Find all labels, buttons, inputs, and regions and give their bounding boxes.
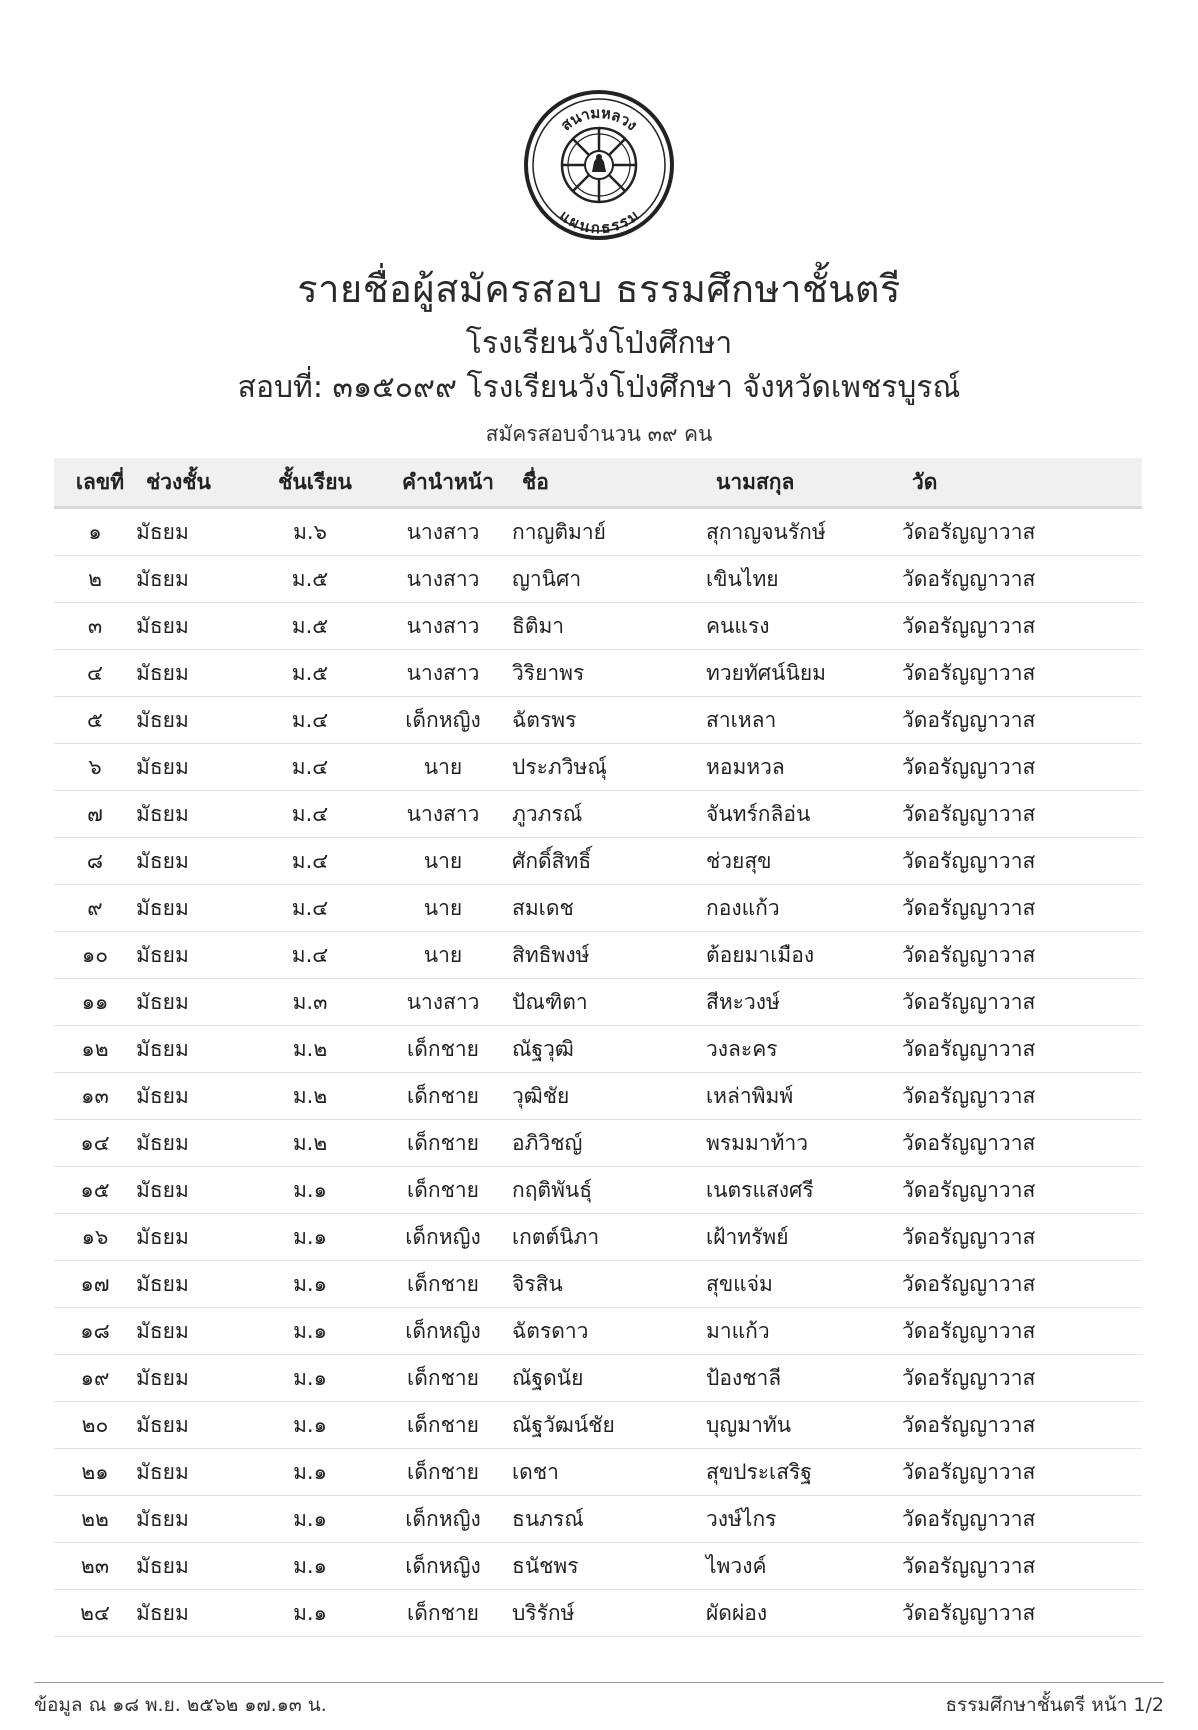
applicant-table <box>54 458 1142 1637</box>
table-row <box>54 979 1142 1026</box>
cell-number: ๑๓ <box>54 1073 136 1120</box>
cell-prefix: นางสาว <box>374 508 512 556</box>
cell-last-name: สุกาญจนรักษ์ <box>706 508 902 556</box>
cell-last-name: ป้องชาลี <box>706 1355 902 1402</box>
cell-prefix: เด็กหญิง <box>374 697 512 744</box>
cell-last-name: เหล่าพิมพ์ <box>706 1073 902 1120</box>
cell-grade: ม.๔ <box>246 697 374 744</box>
cell-level: มัธยม <box>136 1496 246 1543</box>
cell-level: มัธยม <box>136 1073 246 1120</box>
cell-temple: วัดอรัญญาวาส <box>902 1073 1142 1120</box>
cell-prefix: นาย <box>374 932 512 979</box>
cell-number: ๓ <box>54 603 136 650</box>
cell-first-name: จิรสิน <box>512 1261 706 1308</box>
cell-number: ๖ <box>54 744 136 791</box>
col-header-level: ช่วงชั้น <box>136 458 246 508</box>
sanam-luang-seal-logo <box>522 88 676 242</box>
cell-first-name: วิริยาพร <box>512 650 706 697</box>
cell-number: ๒ <box>54 556 136 603</box>
cell-temple: วัดอรัญญาวาส <box>902 1449 1142 1496</box>
cell-grade: ม.๑ <box>246 1543 374 1590</box>
cell-number: ๒๑ <box>54 1449 136 1496</box>
cell-number: ๒๒ <box>54 1496 136 1543</box>
table-row <box>54 838 1142 885</box>
cell-prefix: นางสาว <box>374 791 512 838</box>
applicant-count: สมัครสอบจำนวน ๓๙ คน <box>485 422 713 446</box>
cell-grade: ม.๒ <box>246 1073 374 1120</box>
table-body <box>54 508 1142 1637</box>
cell-temple: วัดอรัญญาวาส <box>902 650 1142 697</box>
cell-level: มัธยม <box>136 1355 246 1402</box>
cell-prefix: นาย <box>374 838 512 885</box>
cell-temple: วัดอรัญญาวาส <box>902 508 1142 556</box>
cell-prefix: เด็กชาย <box>374 1026 512 1073</box>
cell-number: ๑๒ <box>54 1026 136 1073</box>
cell-grade: ม.๓ <box>246 979 374 1026</box>
cell-temple: วัดอรัญญาวาส <box>902 1261 1142 1308</box>
cell-level: มัธยม <box>136 1449 246 1496</box>
cell-grade: ม.๑ <box>246 1214 374 1261</box>
cell-first-name: ภูวภรณ์ <box>512 791 706 838</box>
cell-temple: วัดอรัญญาวาส <box>902 885 1142 932</box>
cell-prefix: นาย <box>374 885 512 932</box>
cell-level: มัธยม <box>136 1120 246 1167</box>
cell-last-name: พรมมาท้าว <box>706 1120 902 1167</box>
school-name: โรงเรียนวังโป่งศึกษา <box>465 326 733 361</box>
cell-number: ๑๗ <box>54 1261 136 1308</box>
cell-prefix: เด็กชาย <box>374 1355 512 1402</box>
cell-level: มัธยม <box>136 1026 246 1073</box>
cell-level: มัธยม <box>136 650 246 697</box>
cell-last-name: เฝ้าทรัพย์ <box>706 1214 902 1261</box>
cell-number: ๒๓ <box>54 1543 136 1590</box>
cell-last-name: เนตรแสงศรี <box>706 1167 902 1214</box>
cell-last-name: คนแรง <box>706 603 902 650</box>
table-row <box>54 1261 1142 1308</box>
cell-level: มัธยม <box>136 791 246 838</box>
cell-temple: วัดอรัญญาวาส <box>902 1543 1142 1590</box>
cell-first-name: ปัณฑิตา <box>512 979 706 1026</box>
cell-grade: ม.๔ <box>246 744 374 791</box>
cell-first-name: ฉัตรพร <box>512 697 706 744</box>
cell-last-name: ต้อยมาเมือง <box>706 932 902 979</box>
cell-temple: วัดอรัญญาวาส <box>902 697 1142 744</box>
cell-prefix: เด็กชาย <box>374 1167 512 1214</box>
cell-last-name: วงละคร <box>706 1026 902 1073</box>
cell-prefix: นางสาว <box>374 556 512 603</box>
table-row <box>54 508 1142 556</box>
cell-first-name: วุฒิชัย <box>512 1073 706 1120</box>
cell-temple: วัดอรัญญาวาส <box>902 556 1142 603</box>
cell-grade: ม.๑ <box>246 1496 374 1543</box>
cell-first-name: สมเดช <box>512 885 706 932</box>
cell-grade: ม.๑ <box>246 1402 374 1449</box>
cell-number: ๑ <box>54 508 136 556</box>
cell-number: ๑๐ <box>54 932 136 979</box>
cell-grade: ม.๑ <box>246 1355 374 1402</box>
col-header-last-name: นามสกุล <box>706 458 902 508</box>
cell-level: มัธยม <box>136 697 246 744</box>
table-row <box>54 650 1142 697</box>
cell-first-name: ธนัชพร <box>512 1543 706 1590</box>
cell-prefix: เด็กหญิง <box>374 1308 512 1355</box>
cell-temple: วัดอรัญญาวาส <box>902 791 1142 838</box>
cell-temple: วัดอรัญญาวาส <box>902 1214 1142 1261</box>
cell-last-name: สาเหลา <box>706 697 902 744</box>
cell-level: มัธยม <box>136 979 246 1026</box>
cell-prefix: เด็กชาย <box>374 1120 512 1167</box>
cell-last-name: หอมหวล <box>706 744 902 791</box>
cell-first-name: กฤติพันธุ์ <box>512 1167 706 1214</box>
cell-last-name: กองแก้ว <box>706 885 902 932</box>
cell-last-name: วงษ์ไกร <box>706 1496 902 1543</box>
cell-prefix: เด็กชาย <box>374 1590 512 1637</box>
cell-first-name: อภิวิชญ์ <box>512 1120 706 1167</box>
cell-prefix: เด็กชาย <box>374 1073 512 1120</box>
cell-first-name: กาญติมาย์ <box>512 508 706 556</box>
cell-last-name: ทวยทัศน์นิยม <box>706 650 902 697</box>
cell-first-name: สิทธิพงษ์ <box>512 932 706 979</box>
table-row <box>54 1355 1142 1402</box>
table-row <box>54 556 1142 603</box>
cell-grade: ม.๑ <box>246 1167 374 1214</box>
table-row <box>54 1590 1142 1637</box>
cell-number: ๑๘ <box>54 1308 136 1355</box>
cell-number: ๕ <box>54 697 136 744</box>
cell-number: ๒๐ <box>54 1402 136 1449</box>
cell-number: ๙ <box>54 885 136 932</box>
col-header-temple: วัด <box>902 458 1142 508</box>
cell-number: ๑๖ <box>54 1214 136 1261</box>
cell-level: มัธยม <box>136 1590 246 1637</box>
cell-prefix: เด็กหญิง <box>374 1496 512 1543</box>
cell-first-name: ญานิศา <box>512 556 706 603</box>
cell-first-name: ธิติมา <box>512 603 706 650</box>
footer-timestamp: ข้อมูล ณ ๑๘ พ.ย. ๒๕๖๒ ๑๗.๑๓ น. <box>34 1694 327 1716</box>
cell-number: ๔ <box>54 650 136 697</box>
cell-temple: วัดอรัญญาวาส <box>902 1590 1142 1637</box>
table-row <box>54 697 1142 744</box>
cell-prefix: นางสาว <box>374 650 512 697</box>
cell-number: ๑๔ <box>54 1120 136 1167</box>
cell-grade: ม.๑ <box>246 1449 374 1496</box>
cell-prefix: เด็กชาย <box>374 1402 512 1449</box>
cell-grade: ม.๑ <box>246 1590 374 1637</box>
cell-prefix: นาย <box>374 744 512 791</box>
cell-first-name: ณัฐวุฒิ <box>512 1026 706 1073</box>
cell-last-name: สุขแจ่ม <box>706 1261 902 1308</box>
cell-level: มัธยม <box>136 932 246 979</box>
cell-temple: วัดอรัญญาวาส <box>902 932 1142 979</box>
table-row <box>54 744 1142 791</box>
cell-level: มัธยม <box>136 1261 246 1308</box>
table-row <box>54 885 1142 932</box>
seal-text-bottom: แผนกธรรม <box>555 206 643 238</box>
cell-grade: ม.๑ <box>246 1308 374 1355</box>
cell-temple: วัดอรัญญาวาส <box>902 1496 1142 1543</box>
col-header-grade: ชั้นเรียน <box>246 458 374 508</box>
cell-temple: วัดอรัญญาวาส <box>902 1167 1142 1214</box>
cell-temple: วัดอรัญญาวาส <box>902 1402 1142 1449</box>
cell-level: มัธยม <box>136 1402 246 1449</box>
cell-last-name: ไพวงค์ <box>706 1543 902 1590</box>
table-row <box>54 1543 1142 1590</box>
cell-grade: ม.๔ <box>246 885 374 932</box>
cell-number: ๘ <box>54 838 136 885</box>
cell-level: มัธยม <box>136 556 246 603</box>
col-header-first-name: ชื่อ <box>512 458 706 508</box>
col-header-prefix: คำนำหน้า <box>374 458 512 508</box>
table-row <box>54 1496 1142 1543</box>
cell-level: มัธยม <box>136 1543 246 1590</box>
table-row <box>54 1449 1142 1496</box>
table-row <box>54 1167 1142 1214</box>
cell-first-name: ธนภรณ์ <box>512 1496 706 1543</box>
cell-first-name: ศักดิ์สิทธิ์ <box>512 838 706 885</box>
table-row <box>54 791 1142 838</box>
cell-grade: ม.๕ <box>246 603 374 650</box>
cell-last-name: มาแก้ว <box>706 1308 902 1355</box>
cell-last-name: ช่วยสุข <box>706 838 902 885</box>
cell-level: มัธยม <box>136 1167 246 1214</box>
cell-temple: วัดอรัญญาวาส <box>902 744 1142 791</box>
cell-temple: วัดอรัญญาวาส <box>902 1026 1142 1073</box>
table-row <box>54 1026 1142 1073</box>
cell-level: มัธยม <box>136 744 246 791</box>
cell-first-name: เดชา <box>512 1449 706 1496</box>
footer-divider <box>34 1682 1164 1683</box>
cell-number: ๒๔ <box>54 1590 136 1637</box>
cell-grade: ม.๒ <box>246 1026 374 1073</box>
cell-grade: ม.๒ <box>246 1120 374 1167</box>
col-header-number: เลขที่ <box>54 458 136 508</box>
exam-center: สอบที่: ๓๑๕๐๙๙ โรงเรียนวังโป่งศึกษา จังหวัดเพชรบูรณ์ <box>237 370 961 405</box>
table-row <box>54 1402 1142 1449</box>
cell-temple: วัดอรัญญาวาส <box>902 1308 1142 1355</box>
cell-prefix: เด็กชาย <box>374 1261 512 1308</box>
cell-prefix: นางสาว <box>374 979 512 1026</box>
table-row <box>54 1120 1142 1167</box>
cell-prefix: เด็กชาย <box>374 1449 512 1496</box>
cell-first-name: เกตต์นิภา <box>512 1214 706 1261</box>
cell-grade: ม.๔ <box>246 791 374 838</box>
cell-last-name: บุญมาทัน <box>706 1402 902 1449</box>
table-row <box>54 932 1142 979</box>
cell-temple: วัดอรัญญาวาส <box>902 603 1142 650</box>
cell-level: มัธยม <box>136 1308 246 1355</box>
cell-last-name: ผัดผ่อง <box>706 1590 902 1637</box>
document-title: รายชื่อผู้สมัครสอบ ธรรมศึกษาชั้นตรี <box>297 267 901 311</box>
cell-prefix: นางสาว <box>374 603 512 650</box>
cell-level: มัธยม <box>136 838 246 885</box>
cell-prefix: เด็กหญิง <box>374 1543 512 1590</box>
table-header-row <box>54 458 1142 508</box>
cell-level: มัธยม <box>136 1214 246 1261</box>
cell-grade: ม.๖ <box>246 508 374 556</box>
cell-number: ๑๑ <box>54 979 136 1026</box>
cell-first-name: ณัฐวัฒน์ชัย <box>512 1402 706 1449</box>
cell-level: มัธยม <box>136 603 246 650</box>
cell-grade: ม.๔ <box>246 932 374 979</box>
cell-grade: ม.๕ <box>246 556 374 603</box>
cell-last-name: เขินไทย <box>706 556 902 603</box>
cell-grade: ม.๑ <box>246 1261 374 1308</box>
footer-page-label: ธรรมศึกษาชั้นตรี หน้า 1/2 <box>945 1694 1164 1716</box>
seal-text-top: สนามหลวง <box>557 103 641 135</box>
cell-last-name: สีหะวงษ์ <box>706 979 902 1026</box>
cell-number: ๑๕ <box>54 1167 136 1214</box>
cell-first-name: บริรักษ์ <box>512 1590 706 1637</box>
cell-first-name: ฉัตรดาว <box>512 1308 706 1355</box>
cell-number: ๑๙ <box>54 1355 136 1402</box>
cell-temple: วัดอรัญญาวาส <box>902 1120 1142 1167</box>
cell-first-name: ณัฐดนัย <box>512 1355 706 1402</box>
cell-last-name: จันทร์กลิอ่น <box>706 791 902 838</box>
cell-level: มัธยม <box>136 885 246 932</box>
table-row <box>54 603 1142 650</box>
cell-temple: วัดอรัญญาวาส <box>902 1355 1142 1402</box>
cell-grade: ม.๔ <box>246 838 374 885</box>
cell-first-name: ประภวิษณุ์ <box>512 744 706 791</box>
cell-number: ๗ <box>54 791 136 838</box>
table-row <box>54 1073 1142 1120</box>
cell-last-name: สุขประเสริฐ <box>706 1449 902 1496</box>
table-row <box>54 1308 1142 1355</box>
cell-prefix: เด็กหญิง <box>374 1214 512 1261</box>
table-row <box>54 1214 1142 1261</box>
cell-grade: ม.๕ <box>246 650 374 697</box>
cell-temple: วัดอรัญญาวาส <box>902 838 1142 885</box>
cell-level: มัธยม <box>136 508 246 556</box>
cell-temple: วัดอรัญญาวาส <box>902 979 1142 1026</box>
